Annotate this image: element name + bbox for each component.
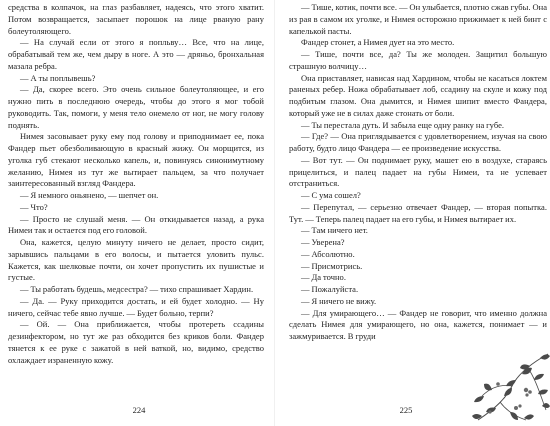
page-number-right: 225 — [399, 405, 413, 415]
leaf — [540, 354, 550, 359]
paragraph: Она, кажется, целую минуту ничего не делает, просто сидит, зарывшись пальцами в его волосы, и пытается уловить пульс. Кажется, как шелковые почти, он хочет пропустить их пушистые и густые. — [8, 237, 264, 283]
paragraph: — Тише, почти все, да? Ты же молоден. Защитил большую страшную волчицу… — [289, 49, 547, 71]
paragraph: — Ты работать будешь, медсестра? — тихо спрашивает Хардин. — [20, 284, 254, 294]
leaf — [510, 412, 518, 420]
berry — [496, 382, 500, 386]
paragraph: Фандер стонет, а Нимея дует на это место. — [301, 37, 455, 48]
paragraph: — Да, скорее всего. Это очень сильное болеутоляющее, и его нужно пить в последнюю очередь, чтобы до этого я мог тобой руководить. Так, помоги, у меня тело онемело от ног, не могу голову поднять. — [8, 84, 264, 130]
paragraph: — Я немного оньянено, — шепчет он. — [20, 190, 159, 200]
page-number-left: 224 — [132, 405, 146, 415]
paragraph: — Там ничего нет. — [301, 225, 368, 236]
paragraph: — С ума сошел? — [301, 190, 361, 200]
berry — [524, 388, 528, 392]
paragraph: — Я ничего не вижу. — [301, 295, 377, 306]
paragraph: — Ой. — Она приближается, чтобы протереть ссадины дезинфектором, но тут же раз обходится без криков боли. Фандер тянется к ее руке с зажатой в ней ваткой, но, видимо, средство охлаждает израненную кожу. — [8, 319, 264, 365]
paragraph: — Тише, котик, почти все. — Он улыбается, плотно сжав губы. Она из рая в самом их уголке, и Нимея осторожно прижимает к ней бинт с капелькой пасты. — [289, 2, 547, 36]
paragraph: средства в колпачок, на глаз разбавляет, надеясь, что этого хватит. Потом возвращается, засыпает порошок на лице рваную рану болеутоляющего. — [8, 2, 264, 36]
leaf — [534, 374, 544, 380]
berry — [528, 390, 532, 394]
paragraph: — Уверена? — [301, 237, 345, 247]
paragraph: Она приставляет, нависая над Хардином, чтобы не касаться локтем раненых ребер. Ножа обрабатывает лоб, ссадину на скуле и кожу под подбитым глазом. Она дымится, и Нимея шипит вместо Фандера, который уже не в силах даже стонать от боли. — [289, 72, 547, 118]
berry — [525, 393, 528, 396]
paragraph: — Для умирающего… — Фандер не говорит, что именно должна сделать Нимея для умирающего, но она, кажется, понимает — и зажмуривается. В груди — [289, 307, 547, 341]
paragraph: — Перепутал, — серьезно отвечает Фандер, — вторая попытка. Тут. — Теперь палец падает на его губы, и Нимея вытирает их. — [289, 201, 547, 224]
paragraph: — Где? — Она приглядывается с удовлетворением, изучая на свою работу, будто лицо Фандера — ее произведение искусства. — [289, 131, 547, 153]
leaf — [484, 384, 492, 391]
leaf — [504, 388, 512, 396]
paragraph: — Присмотрись. — [301, 260, 363, 271]
paragraph: — Да. — Руку приходится достать, и ей будет холодно. — Ну ничего, сейчас тебе явно лучше. — Будет больно, терпи? — [8, 295, 264, 318]
paragraph: — Ты перестала дуть. И забыла еще одну ранку на губе. — [301, 119, 505, 130]
paragraph: — Абсолютно. — [301, 248, 355, 259]
paragraph: — Да точно. — [301, 272, 346, 283]
berry — [488, 410, 491, 413]
paragraph: — Просто не слушай меня. — Он откидывается назад, а рука Нимеи так и остается под его головой. — [8, 213, 264, 236]
leaf — [506, 380, 516, 386]
leaf — [542, 403, 550, 408]
floral-vine-ornament-icon — [470, 350, 550, 426]
ornament-group — [472, 354, 550, 420]
paragraph: — Что? — [20, 201, 48, 212]
paragraph: — Пожалуйста. — [301, 284, 359, 294]
left-page-text — [8, 2, 264, 366]
leaf — [474, 396, 484, 402]
paragraph: Нимея засовывает руку ему под голову и приподнимает ее, пока Фандер пьет обезболивающую в красный жижу. Он морщится, из уголка губ стекают несколько капель, и, повинуясь синонимутному желанию, Нимея из тут же вытирает пальцем, за что получает заинтересованный взгляд Фандера. — [8, 131, 264, 189]
berry — [514, 406, 518, 410]
leaf — [538, 390, 548, 395]
paragraph: — А ты поплывешь? — [20, 72, 96, 83]
berry — [518, 404, 521, 407]
leaf — [524, 414, 534, 419]
right-page-text — [289, 2, 547, 343]
paragraph: — На случай если от этого я попльву… Все, что на лице, обрабатывай тем же, чем дыру в ноге. А это — дряньо, бронхальная мазала ребра. — [8, 37, 264, 71]
paragraph: — Вот тут. — Он поднимает руку, машет ею в воздухе, стараясь прицелиться, и палец падает на губы Нимеи, та не успевает отстраниться. — [289, 154, 547, 189]
